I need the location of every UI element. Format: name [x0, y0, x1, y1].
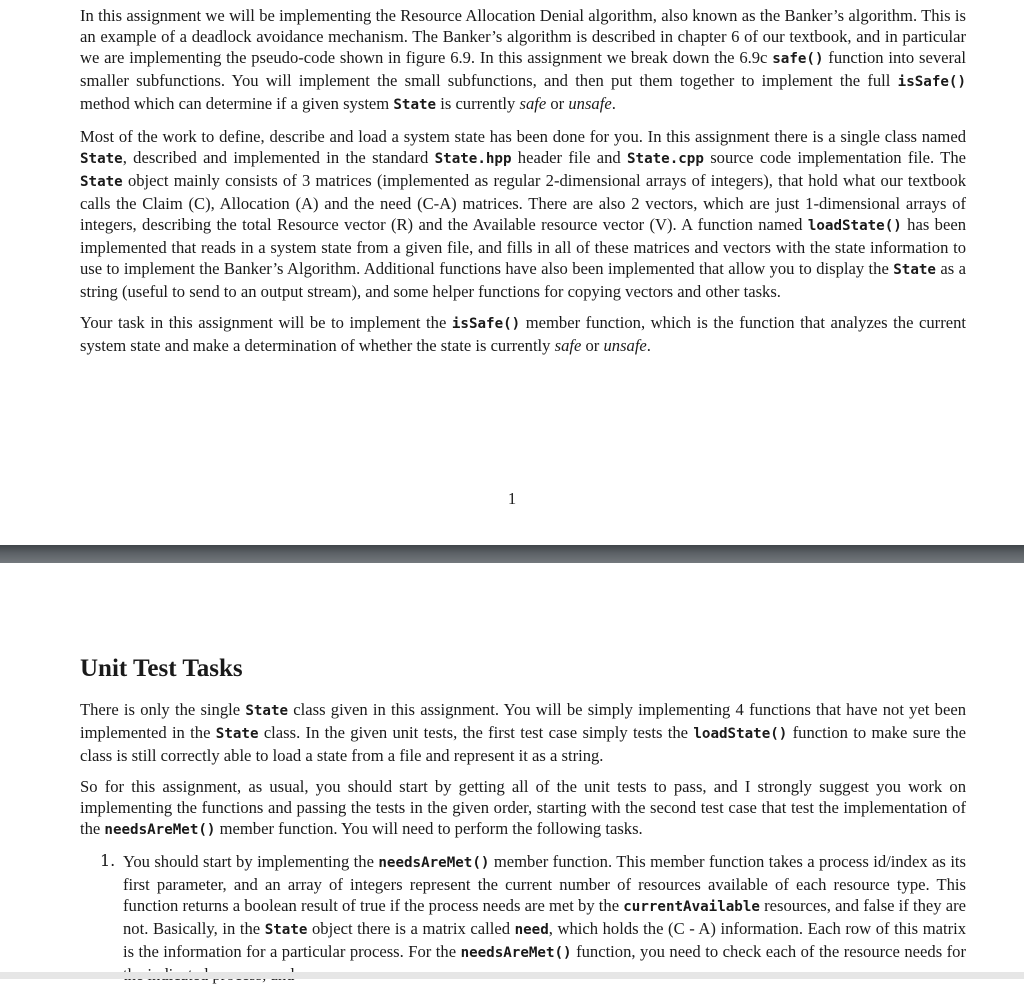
text-run: function into several smaller subfunctions. You will implement the small subfunctions, and then put them together to implement the full — [80, 48, 966, 90]
page-2-body — [80, 699, 966, 995]
code-state: State — [893, 262, 936, 278]
text-run: There is only the single — [80, 700, 246, 719]
code-loadstate: loadState() — [807, 218, 902, 234]
code-issafe: isSafe() — [451, 316, 521, 332]
code-state: State — [245, 703, 289, 719]
code-state: State — [215, 726, 259, 742]
unit-test-order-paragraph — [80, 776, 966, 841]
document-page-2 — [0, 563, 1024, 979]
text-run: header file and — [511, 148, 628, 167]
intro-paragraph — [80, 5, 966, 116]
text-run: source code implementation file. The — [703, 148, 966, 167]
horizontal-scrollbar[interactable] — [0, 972, 1024, 979]
page-number: 1 — [507, 489, 517, 508]
text-run: class. In the given unit tests, the first test case simply tests the — [258, 723, 694, 742]
state-description-paragraph — [80, 126, 966, 302]
code-state-hpp: State.hpp — [434, 151, 512, 167]
unit-test-intro-paragraph — [80, 699, 966, 766]
text-run: So for this assignment, as usual, you should start by getting all of the unit tests to pass, and I strongly suggest you work on implementing the functions and passing the tests in the given order, starting with the second test case that test the implementation of the — [80, 777, 966, 838]
text-run: . — [611, 94, 616, 113]
code-need: need — [514, 922, 549, 938]
emphasis-unsafe: unsafe — [603, 336, 647, 355]
text-run: In this assignment we will be implementing the Resource Allocation Denial algorithm, also known as the Banker’s algorithm. This is an example of a deadlock avoidance mechanism. The Banker’s algorithm is described in chapter 6 of our textbook, and in particular we are implementing the pseudo-code shown in figure 6.9. In this assignment we break down the 6.9c — [80, 6, 966, 67]
code-state-cpp: State.cpp — [627, 151, 704, 167]
section-heading: Unit Test Tasks — [80, 655, 243, 682]
emphasis-unsafe: unsafe — [568, 94, 612, 113]
text-run: as a string (useful to send to an output stream), and some helper functions for copying vectors and other tasks. — [80, 259, 966, 301]
text-run: class given in this assignment. You will be simply implementing 4 functions that have not yet been implemented in the — [80, 700, 966, 742]
text-run: member function. You will need to perform the following tasks. — [215, 819, 643, 838]
text-run: Your task in this assignment will be to implement the — [80, 313, 452, 332]
code-needsaremet: needsAreMet() — [378, 855, 490, 871]
text-run: . — [646, 336, 651, 355]
code-state: State — [264, 922, 308, 938]
code-state: State — [393, 97, 437, 113]
text-run: resources, and false if they are not. Basically, in the — [123, 896, 966, 938]
text-run: object mainly consists of 3 matrices (implemented as regular 2-dimensional arrays of integers), that hold what our textbook calls the Claim (C), Allocation (A) and the need (C-A) matrices. There are also 2 vectors, which are just 1-dimensional arrays of integers, describing the total Resource vector (R) and the Available resource vector (V). A function named — [80, 171, 966, 234]
text-run: Most of the work to define, describe and load a system state has been done for you. In this assignment there is a single class named — [80, 127, 966, 146]
code-safe: safe() — [772, 51, 824, 67]
text-run: member function, which is the function that analyzes the current system state and make a determination of whether the state is currently — [80, 313, 966, 355]
text-run: is currently — [436, 94, 520, 113]
text-run: , which holds the (C - A) information. Each row of this matrix is the information for a particular process. For the — [123, 919, 967, 961]
text-run: You should start by implementing the — [123, 852, 379, 871]
code-needsaremet: needsAreMet() — [460, 945, 572, 961]
task-paragraph — [80, 312, 966, 356]
code-state: State — [80, 174, 123, 190]
code-loadstate: loadState() — [693, 726, 788, 742]
code-needsaremet: needsAreMet() — [104, 822, 216, 838]
text-run: has been implemented that reads in a system state from a given file, and fills in all of these matrices and vectors with the state information to use to implement the Banker’s Algorithm. Additional functions have also been implemented that allow you to display the — [80, 215, 966, 278]
emphasis-safe: safe — [554, 336, 582, 355]
page-separator — [0, 545, 1024, 563]
text-run: member function. This member function takes a process id/index as its first parameter, and an array of integers represent the current number of resources available of each resource type. This function returns a boolean result of true if the process needs are met by the — [123, 852, 966, 915]
task-list — [80, 851, 966, 985]
text-run: or — [546, 94, 569, 113]
list-item — [80, 851, 966, 985]
text-run: method which can determine if a given system — [80, 94, 394, 113]
text-run: function to make sure the class is still correctly able to load a state from a file and represent it as a string. — [80, 723, 966, 765]
page-1-body — [80, 5, 966, 366]
text-run: function, you need to check each of the resource needs for — [576, 942, 966, 961]
code-issafe: isSafe() — [897, 74, 966, 90]
text-run: , described and implemented in the standard — [122, 148, 435, 167]
text-run: or — [581, 336, 604, 355]
emphasis-safe: safe — [519, 94, 547, 113]
list-item-number: 1. — [100, 851, 116, 870]
list-item-text — [123, 851, 966, 985]
code-state: State — [80, 151, 123, 167]
text-run: object there is a matrix called — [307, 919, 515, 938]
code-currentavailable: currentAvailable — [623, 899, 760, 915]
